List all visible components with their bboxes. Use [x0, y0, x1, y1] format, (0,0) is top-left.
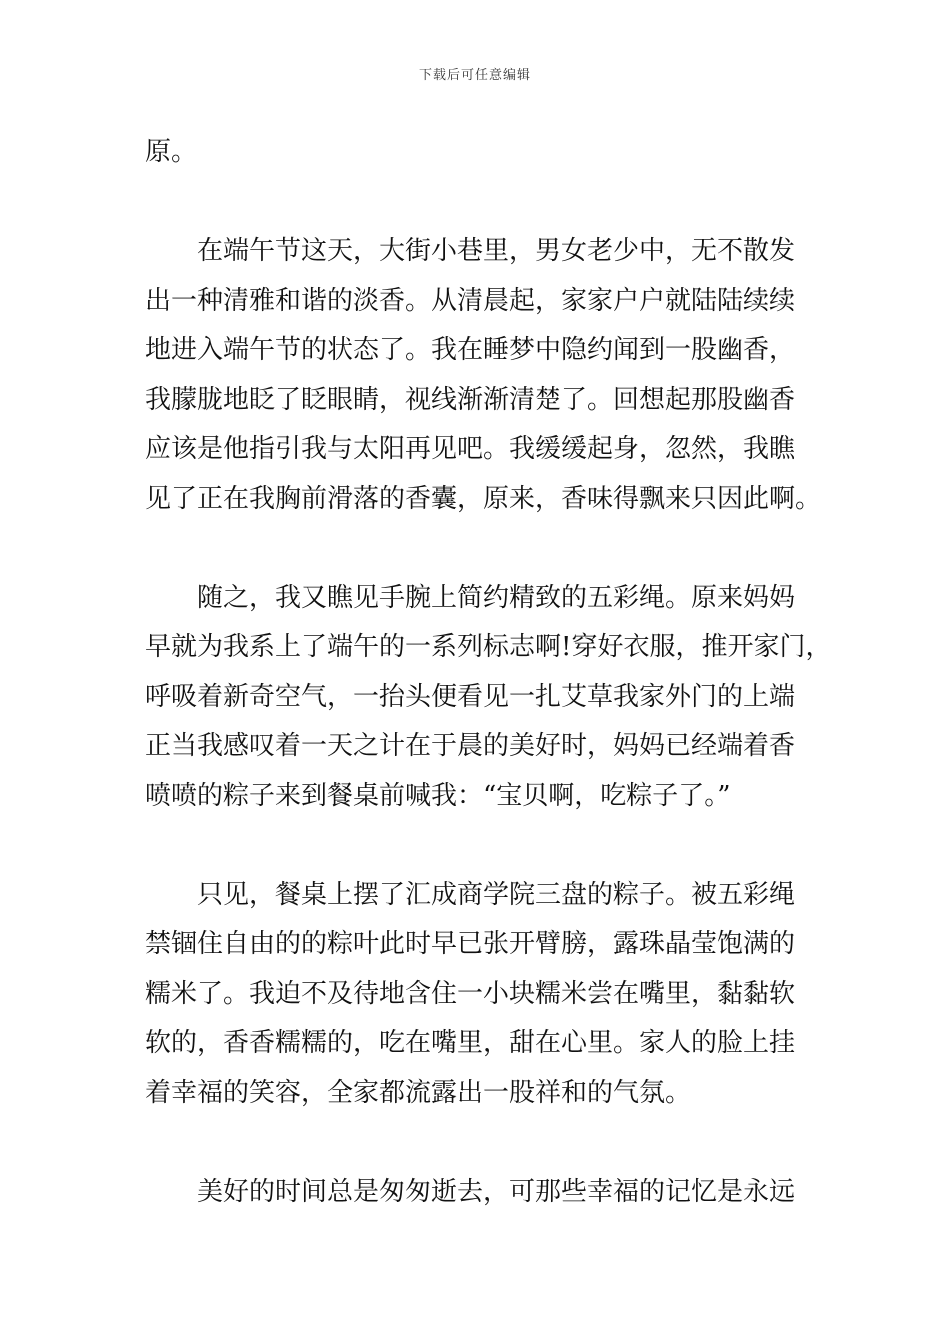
text-line: 早就为我系上了端午的一系列标志啊!穿好衣服，推开家门，	[145, 632, 832, 662]
text-line: 见了正在我胸前滑落的香囊，原来，香味得飘来只因此啊。	[145, 483, 822, 514]
paragraph-gap	[145, 821, 810, 871]
paragraph	[145, 1168, 810, 1218]
text-line: 呼吸着新奇空气，一抬头便看见一扎艾草我家外门的上端	[145, 681, 796, 712]
text-line: 地进入端午节的状态了。我在睡梦中隐约闻到一股幽香，	[145, 335, 796, 365]
text-line: 软的，香香糯糯的，吃在嘴里，甜在心里。家人的脸上挂	[145, 1028, 796, 1058]
text-line: 我朦胧地眨了眨眼睛，视线渐渐清楚了。回想起那股幽香	[145, 384, 796, 415]
paragraph	[145, 227, 822, 524]
paragraph-gap	[145, 1118, 810, 1168]
text-line: 应该是他指引我与太阳再见吧。我缓缓起身，忽然，我瞧	[145, 434, 796, 464]
paragraph	[145, 574, 832, 822]
text-line: 喷喷的粽子来到餐桌前喊我：“宝贝啊，吃粽子了。”	[145, 780, 731, 811]
paragraph	[145, 871, 810, 1119]
paragraph-gap	[145, 524, 810, 574]
text-line: 只见，餐桌上摆了汇成商学院三盘的粽子。被五彩绳	[145, 879, 796, 910]
text-line: 禁锢住自由的的粽叶此时早已张开臂膀，露珠晶莹饱满的	[145, 929, 796, 959]
text-line: 在端午节这天，大街小巷里，男女老少中，无不散发	[145, 236, 796, 266]
text-line: 糯米了。我迫不及待地含住一小块糯米尝在嘴里，黏黏软	[145, 978, 796, 1009]
article-body	[145, 128, 832, 1217]
page-header: 下载后可任意编辑	[418, 68, 531, 83]
paragraph	[145, 128, 810, 178]
text-line: 随之，我又瞧见手腕上简约精致的五彩绳。原来妈妈	[145, 582, 796, 613]
text-line: 正当我感叹着一天之计在于晨的美好时，妈妈已经端着香	[145, 731, 796, 761]
text-line: 着幸福的笑容，全家都流露出一股祥和的气氛。	[145, 1077, 692, 1108]
paragraph-gap	[145, 178, 810, 228]
text-line: 原。	[145, 137, 198, 167]
text-line: 美好的时间总是匆匆逝去，可那些幸福的记忆是永远	[145, 1176, 796, 1207]
text-line: 出一种清雅和谐的淡香。从清晨起，家家户户就陆陆续续	[145, 285, 796, 316]
